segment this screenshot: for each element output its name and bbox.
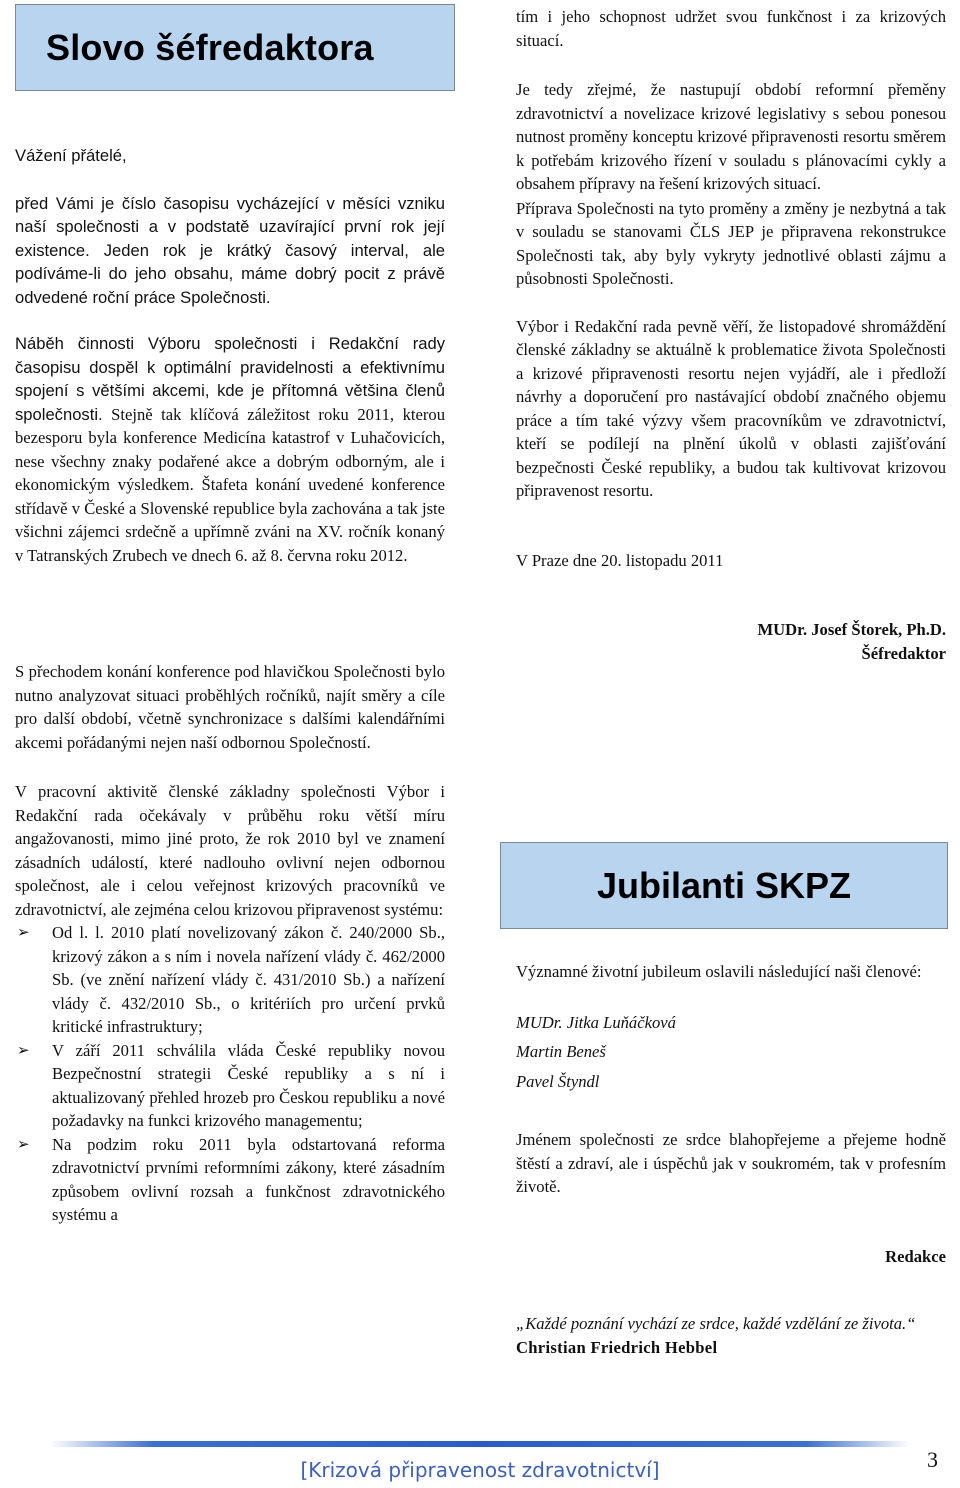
article-title: Slovo šéfredaktora	[46, 26, 374, 68]
signature-role: Šéfredaktor	[861, 643, 946, 663]
left-column-body	[15, 660, 445, 1227]
congratulations-paragraph: Jménem společnosti ze srdce blahopřejeme a přejeme hodně štěstí a zdraví, ale i úspěchů jak v soukromém, tak v profesním životě.	[516, 1130, 946, 1196]
reform-paragraph: Je tedy zřejmé, že nastupují období reformní přeměny zdravotnictví a novelizace krizové legislativy s sebou ponesou nutnost proměny konceptu krizové připravenosti resortu směrem k potřebám krizového řízení v souladu s plánovacími cykly a obsahem přípravy na řešení krizových situací.	[516, 80, 946, 193]
committee-paragraph: Výbor i Redakční rada pevně věří, že listopadové shromáždění členské základny se aktuálně k problematice života Společnosti a krizové připravenosti resortu nejen vyjádří, ale i předloží návrhy a doporučení pro nastávající období značného objemu práce a tím také výzvy všem pracovníkům ve zdravotnictví, kteří se podílejí na plnění úkolů v oblasti zajišťování bezpečnosti České republiky, a budou tak kultivovat krizovou připravenost resortu.	[516, 316, 946, 500]
arrow-bullet-icon: ➢	[17, 923, 30, 941]
expectations-paragraph: V pracovní aktivitě členské základny společnosti Výbor i Redakční rada očekávaly v průběhu roku větší míru angažovanosti, mimo jiné proto, že rok 2010 byl ve znamení zásadních událostí, které nadlouho ovlivní nejen odbornou společnost, ale i celou veřejnost krizových pracovníků ve zdravotnictví, ale zejména celou krizovou připravenost systému:	[15, 782, 445, 919]
signature-name: MUDr. Josef Štorek, Ph.D.	[757, 620, 946, 639]
quote-block	[516, 1312, 952, 1359]
jubilee-title: Jubilanti SKPZ	[596, 864, 852, 906]
quote-author: Christian Friedrich Hebbel	[516, 1337, 718, 1357]
intro-paragraph: před Vámi je číslo časopisu vycházející v měsíci vzniku naší společnosti a v podstatě uzavírající první rok její existence. Jeden rok je krátký časový interval, ale podíváme-li do jeho obsahu, máme dobrý pocit z právě odvedené roční práce Společnosti.	[15, 193, 445, 307]
quote-text: „Každé poznání vychází ze srdce, každé vzdělání ze života.“	[516, 1314, 916, 1333]
list-item: ➢ Na podzim roku 2011 byla odstartovaná reforma zdravotnictví prvními reformními zákony, které zásadním způsobem ovlivní rozsah a funkčnost zdravotnického systému a	[17, 1134, 445, 1224]
jubilee-title-box	[500, 842, 948, 929]
left-column-intro	[15, 144, 445, 567]
arrow-bullet-icon: ➢	[17, 1040, 30, 1059]
page-number: 3	[927, 1447, 938, 1472]
jubilee-intro: Významné životní jubileum oslavili následující naši členové:	[516, 962, 922, 981]
list-item: ➢ V září 2011 schválila vláda České republiky novou Bezpečnostní strategii České republiky a s ní i aktualizovaný přehled hrozeb pro Českou republiku a nové požadavky na funkci krizového managementu;	[17, 1040, 445, 1130]
article-title-box	[15, 4, 455, 91]
list-item: ➢ Od l. l. 2010 platí novelizovaný zákon č. 240/2000 Sb., krizový zákon a s ním i novela nařízení vlády č. 462/2000 Sb. (ve znění nařízení vlády č. 431/2010 Sb.) a nařízení vlády č. 432/2010 Sb., o kritériích pro určení prvků kritické infrastruktury;	[17, 923, 445, 1036]
footer-gradient-rule	[50, 1441, 910, 1447]
footer-journal-name: [Krizová připravenost zdravotnictví]	[300, 1458, 660, 1482]
legislation-list	[15, 921, 445, 1227]
quote	[516, 1312, 952, 1359]
conference-paragraph: S přechodem konání konference pod hlavičkou Společnosti bylo nutno analyzovat situaci proběhlých ročníků, najít směry a cíle pro další období, včetně synchronizace s dalšími kalendářními akcemi pořádanými nejen naší odbornou Společností.	[15, 662, 445, 752]
member-name: Martin Beneš	[516, 1042, 606, 1061]
date-line: V Praze dne 20. listopadu 2011	[516, 550, 724, 570]
continuation-paragraph: tím i jeho schopnost udržet svou funkčnost i za krizových situací.	[516, 7, 946, 50]
arrow-bullet-icon: ➢	[17, 1134, 30, 1153]
member-name: MUDr. Jitka Luňáčková	[516, 1012, 676, 1032]
editorial-signoff: Redakce	[885, 1246, 946, 1266]
jubilee-section	[516, 960, 946, 1268]
activity-paragraph	[15, 332, 445, 567]
activity-paragraph-serif: Stejně tak klíčová záležitost roku 2011, kterou bezesporu byla konference Medicína katastrof v Luhačovicích, nese všechny znaky podařené akce a dobrým odborným, ale i ekonomickým výsledkem. Štafeta konání uvedené konference střídavě v České a Slovenské republice byla zachována a tak jste všichni zájemci srdečně a upřímně zváni na XV. ročník konaný v Tatranských Zrubech ve dnech 6. až 8. června roku 2012.	[15, 404, 445, 565]
preparation-paragraph: Příprava Společnosti na tyto proměny a změny je nezbytná a tak v souladu se stanovami ČLS JEP je připravena rekonstrukce Společnosti tak, aby byly vykryty jednotlivé oblasti zájmu a působnosti Společnosti.	[516, 198, 946, 288]
member-name: Pavel Štyndl	[516, 1071, 600, 1091]
activity-paragraph-sans: Náběh činnosti Výboru společnosti i Redakční rady časopisu dospěl k optimální pravidelnosti a efektivnímu spojení s většími akcemi, kde je přítomná většina členů společnosti.	[15, 334, 445, 424]
greeting: Vážení přátelé,	[15, 146, 127, 165]
right-column	[516, 5, 946, 665]
